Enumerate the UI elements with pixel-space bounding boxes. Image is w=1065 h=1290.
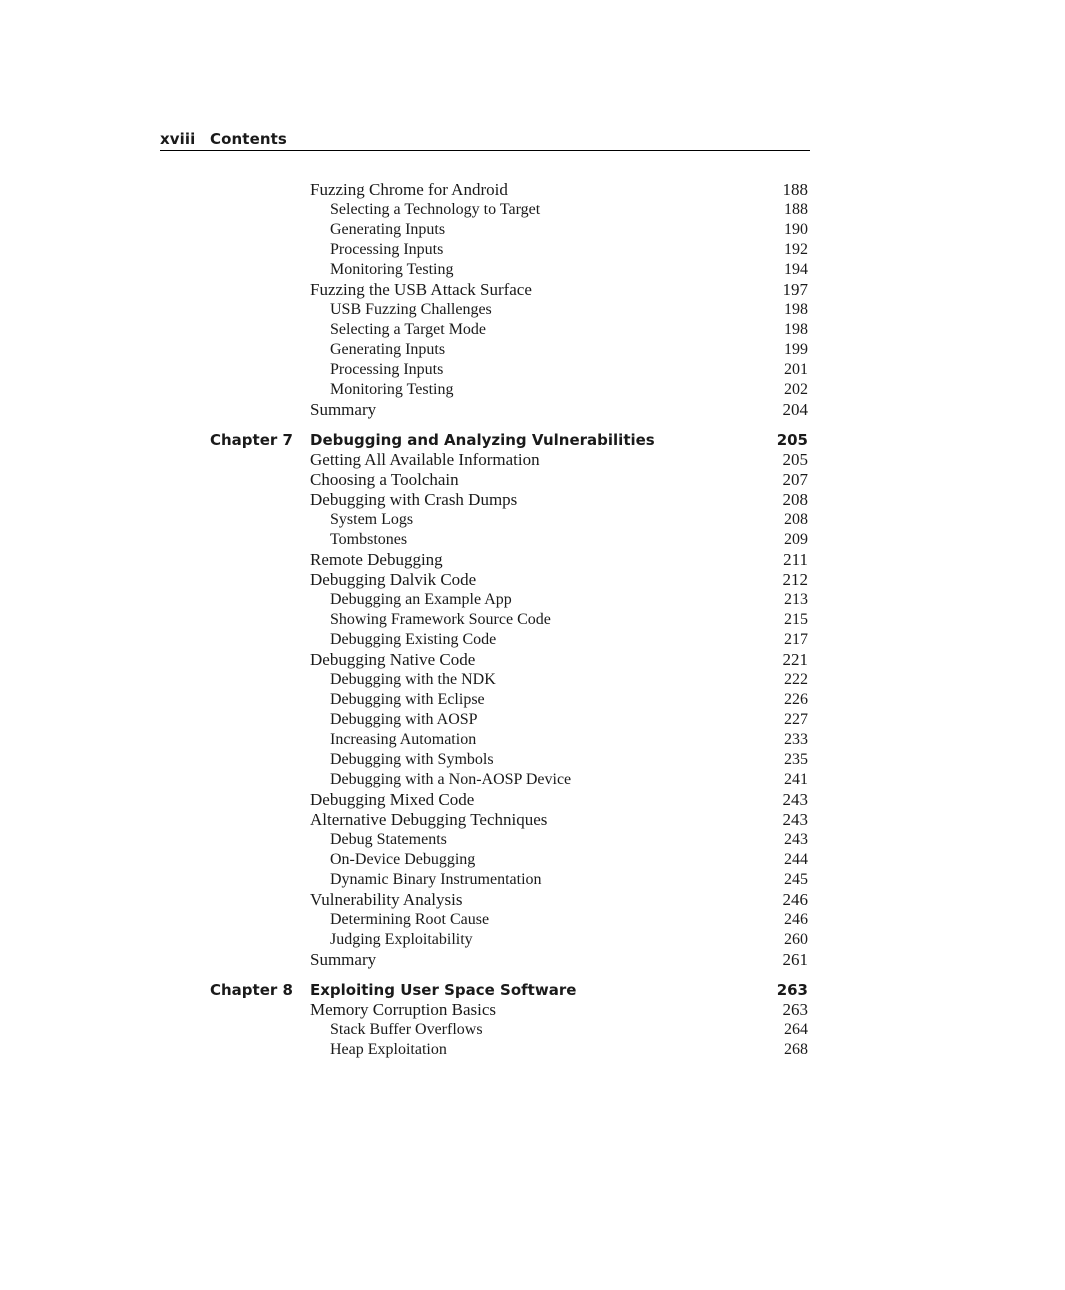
- toc-subsection-row: [0, 300, 1065, 320]
- toc-entry-title: Debugging Existing Code: [330, 631, 497, 648]
- toc-entry-page: 188: [782, 180, 808, 199]
- toc-subsection-row: [0, 240, 1065, 260]
- toc-entry-page: 205: [782, 450, 808, 469]
- toc-entry-title: Choosing a Toolchain: [310, 470, 459, 489]
- toc-subsection-row: [0, 670, 1065, 690]
- toc-entry-page: 215: [784, 611, 808, 628]
- toc-entry-title: Debugging with Crash Dumps: [310, 490, 518, 509]
- toc-entry-title: Memory Corruption Basics: [310, 1000, 497, 1019]
- toc-entry-title: System Logs: [330, 511, 414, 528]
- toc-subsection-row: [0, 360, 1065, 380]
- toc-chapter-row: [0, 430, 1065, 450]
- toc-entry-title: Exploiting User Space Software: [310, 981, 577, 999]
- toc-entry-title: Vulnerability Analysis: [310, 890, 463, 909]
- toc-subsection-row: [0, 930, 1065, 950]
- toc-entry-page: 246: [782, 890, 808, 909]
- toc-entry-title: Debugging with a Non-AOSP Device: [330, 771, 572, 788]
- toc-section-row: [0, 280, 1065, 300]
- toc-chapter-label: Chapter 7: [210, 431, 293, 449]
- toc-subsection-row: [0, 630, 1065, 650]
- toc-entry-title: Fuzzing the USB Attack Surface: [310, 280, 532, 299]
- toc-subsection-row: [0, 690, 1065, 710]
- toc-section-row: [0, 400, 1065, 420]
- toc-entry-page: 243: [782, 790, 808, 809]
- toc-entry-title: Increasing Automation: [330, 731, 477, 748]
- toc-entry-title: Generating Inputs: [330, 341, 446, 358]
- toc-entry-title: Summary: [310, 400, 377, 419]
- toc-entry-page: 263: [782, 1000, 808, 1019]
- toc-section-row: [0, 180, 1065, 200]
- toc-entry-title: Debugging Mixed Code: [310, 790, 475, 809]
- toc-entry-page: 202: [784, 381, 808, 398]
- toc-section-row: [0, 1000, 1065, 1020]
- toc-entry-page: 217: [784, 631, 808, 648]
- toc-entry-page: 201: [784, 361, 808, 378]
- toc-section-row: [0, 650, 1065, 670]
- toc-subsection-row: [0, 870, 1065, 890]
- toc-entry-title: On-Device Debugging: [330, 851, 476, 868]
- toc-entry-title: Selecting a Technology to Target: [330, 201, 541, 218]
- toc-entry-page: 263: [776, 981, 808, 999]
- toc-subsection-row: [0, 590, 1065, 610]
- toc-entry-title: Summary: [310, 950, 377, 969]
- toc-entry-page: 209: [784, 531, 808, 548]
- toc-entry-page: 194: [784, 261, 808, 278]
- toc-entry-title: Judging Exploitability: [330, 931, 473, 948]
- toc-subsection-row: [0, 220, 1065, 240]
- toc-entry-page: 235: [784, 751, 808, 768]
- toc-entry-page: 197: [782, 280, 808, 299]
- toc-section-row: [0, 810, 1065, 830]
- toc-entry-title: Tombstones: [330, 531, 408, 548]
- toc-subsection-row: [0, 380, 1065, 400]
- toc-subsection-row: [0, 510, 1065, 530]
- toc-entry-page: 192: [784, 241, 808, 258]
- toc-entry-page: 208: [784, 511, 808, 528]
- toc-entry-page: 198: [784, 301, 808, 318]
- toc-subsection-row: [0, 1040, 1065, 1060]
- toc-entry-page: 243: [782, 810, 808, 829]
- toc-entry-title: Getting All Available Information: [310, 450, 540, 469]
- toc-entry-page: 207: [782, 470, 808, 489]
- toc-subsection-row: [0, 750, 1065, 770]
- toc-entry-title: Processing Inputs: [330, 241, 444, 258]
- toc-subsection-row: [0, 1020, 1065, 1040]
- toc-entry-page: 264: [784, 1021, 808, 1038]
- toc-section-row: [0, 450, 1065, 470]
- table-of-contents: [0, 180, 1065, 1060]
- toc-subsection-row: [0, 260, 1065, 280]
- toc-section-row: [0, 570, 1065, 590]
- toc-subsection-row: [0, 850, 1065, 870]
- toc-entry-page: 260: [784, 931, 808, 948]
- toc-entry-title: Alternative Debugging Techniques: [310, 810, 548, 829]
- toc-subsection-row: [0, 530, 1065, 550]
- toc-entry-page: 190: [784, 221, 808, 238]
- toc-entry-title: Debugging Dalvik Code: [310, 570, 477, 589]
- toc-entry-title: Remote Debugging: [310, 550, 443, 569]
- toc-subsection-row: [0, 910, 1065, 930]
- toc-entry-page: 226: [784, 691, 808, 708]
- page-number: xviii: [160, 130, 196, 148]
- toc-entry-title: Debugging with Symbols: [330, 751, 494, 768]
- toc-entry-title: Fuzzing Chrome for Android: [310, 180, 508, 199]
- toc-entry-page: 205: [776, 431, 808, 449]
- toc-entry-page: 204: [782, 400, 808, 419]
- toc-entry-title: Monitoring Testing: [330, 261, 454, 278]
- toc-entry-title: Debugging and Analyzing Vulnerabilities: [310, 431, 655, 449]
- toc-entry-title: Debugging Native Code: [310, 650, 476, 669]
- toc-entry-title: Stack Buffer Overflows: [330, 1021, 483, 1038]
- toc-entry-page: 222: [784, 671, 808, 688]
- toc-section-row: [0, 890, 1065, 910]
- running-head-title: Contents: [210, 130, 287, 148]
- toc-subsection-row: [0, 830, 1065, 850]
- toc-section-row: [0, 790, 1065, 810]
- toc-entry-page: 261: [782, 950, 808, 969]
- toc-entry-page: 246: [784, 911, 808, 928]
- toc-subsection-row: [0, 770, 1065, 790]
- toc-entry-title: Determining Root Cause: [330, 911, 490, 928]
- toc-entry-title: Monitoring Testing: [330, 381, 454, 398]
- toc-entry-page: 243: [784, 831, 808, 848]
- toc-entry-title: Selecting a Target Mode: [330, 321, 487, 338]
- toc-entry-page: 212: [782, 570, 808, 589]
- toc-entry-title: Generating Inputs: [330, 221, 446, 238]
- toc-section-row: [0, 470, 1065, 490]
- toc-entry-page: 233: [784, 731, 808, 748]
- toc-chapter-row: [0, 980, 1065, 1000]
- toc-entry-page: 198: [784, 321, 808, 338]
- toc-subsection-row: [0, 710, 1065, 730]
- toc-entry-page: 211: [783, 550, 808, 569]
- toc-entry-title: Debugging with the NDK: [330, 671, 496, 688]
- toc-entry-title: USB Fuzzing Challenges: [330, 301, 492, 318]
- toc-entry-title: Processing Inputs: [330, 361, 444, 378]
- toc-entry-title: Heap Exploitation: [330, 1041, 447, 1058]
- toc-entry-page: 245: [784, 871, 808, 888]
- toc-entry-page: 241: [784, 771, 808, 788]
- toc-entry-title: Dynamic Binary Instrumentation: [330, 871, 542, 888]
- toc-subsection-row: [0, 340, 1065, 360]
- toc-entry-page: 268: [784, 1041, 808, 1058]
- toc-chapter-label: Chapter 8: [210, 981, 293, 999]
- toc-section-row: [0, 950, 1065, 970]
- running-head: [160, 129, 810, 151]
- toc-entry-title: Debugging with Eclipse: [330, 691, 485, 708]
- toc-entry-page: 213: [784, 591, 808, 608]
- toc-subsection-row: [0, 610, 1065, 630]
- toc-section-row: [0, 490, 1065, 510]
- toc-entry-title: Showing Framework Source Code: [330, 611, 551, 628]
- toc-subsection-row: [0, 320, 1065, 340]
- toc-entry-page: 221: [782, 650, 808, 669]
- toc-subsection-row: [0, 730, 1065, 750]
- toc-entry-page: 188: [784, 201, 808, 218]
- toc-subsection-row: [0, 200, 1065, 220]
- toc-entry-title: Debugging an Example App: [330, 591, 512, 608]
- toc-entry-title: Debug Statements: [330, 831, 447, 848]
- toc-entry-page: 208: [782, 490, 808, 509]
- toc-entry-page: 244: [784, 851, 808, 868]
- toc-entry-page: 199: [784, 341, 808, 358]
- toc-entry-page: 227: [784, 711, 808, 728]
- toc-section-row: [0, 550, 1065, 570]
- toc-entry-title: Debugging with AOSP: [330, 711, 478, 728]
